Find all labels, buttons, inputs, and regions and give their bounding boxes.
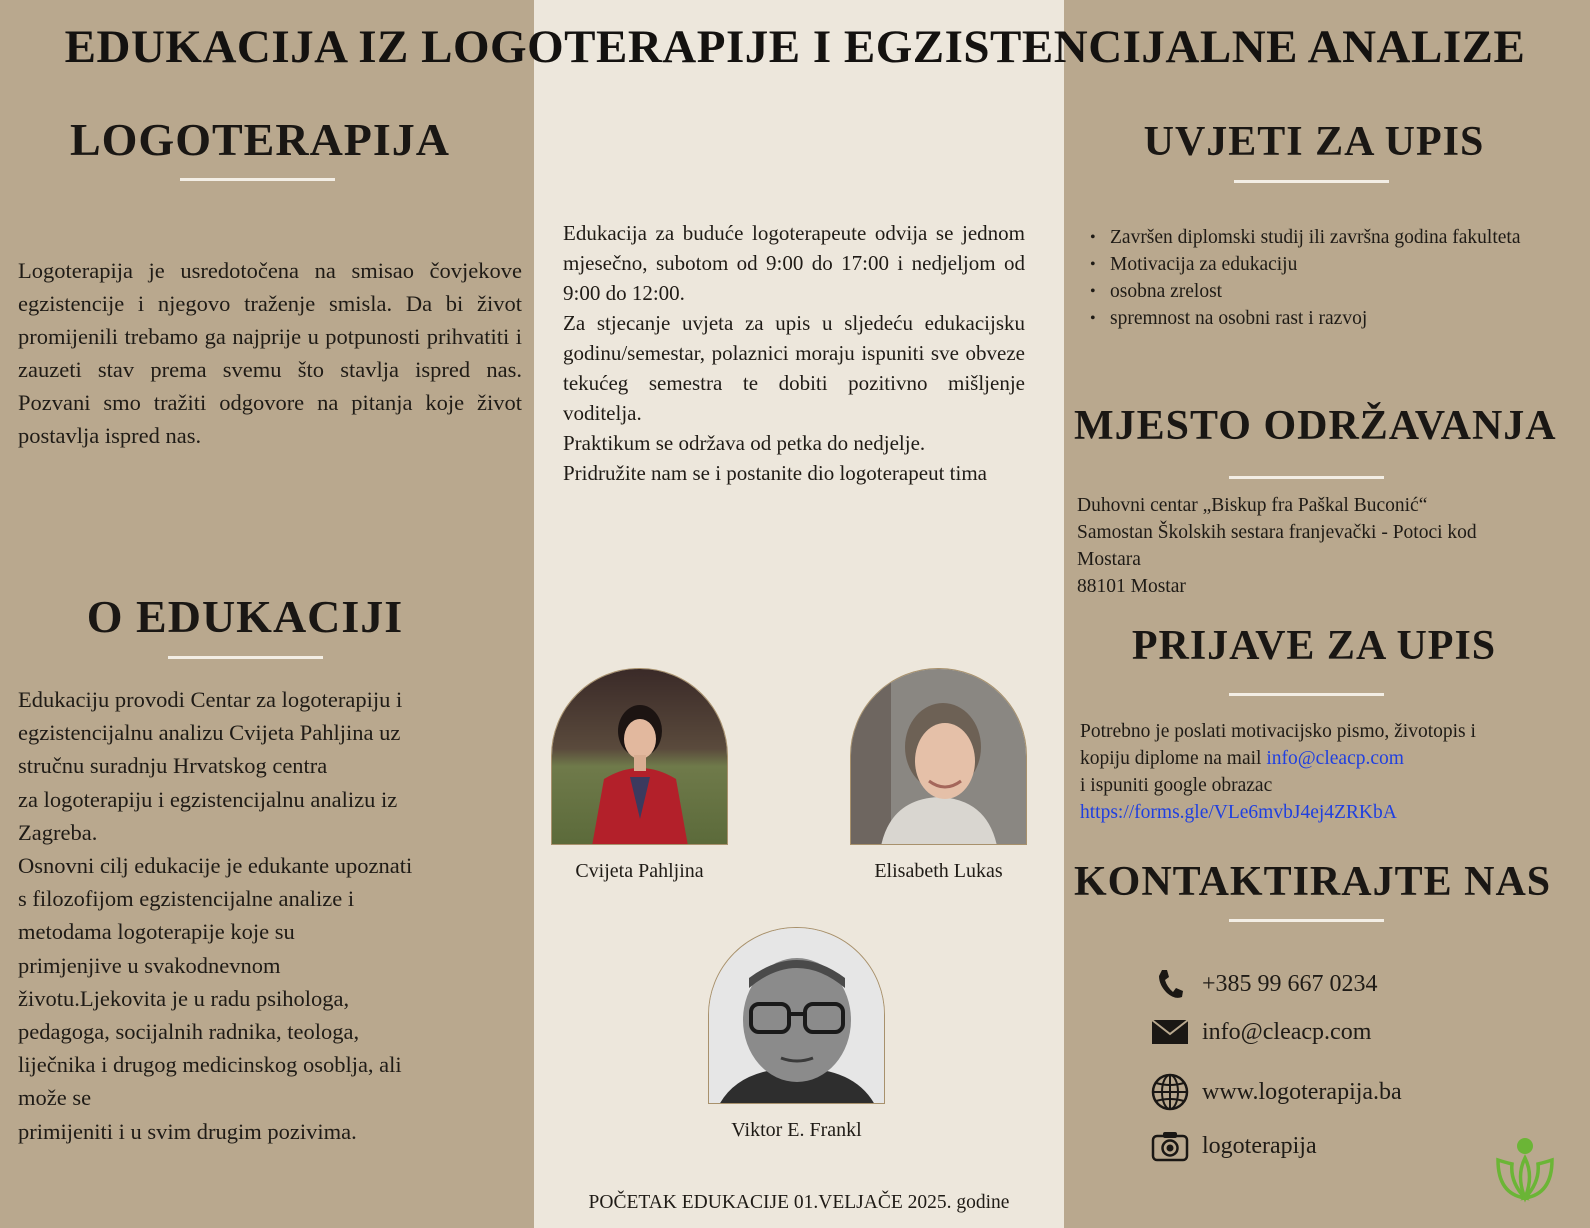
schedule-paragraph: Edukacija za buduće logoterapeute odvija se jednom mjesečno, subotom od 9:00 do 17:00 i nedjeljom od 9:00 do 12:00. <box>563 221 1025 305</box>
requirement-item: • Završen diplomski studij ili završna godina fakulteta <box>1090 224 1570 251</box>
photo-elisabeth-lukas <box>850 668 1027 845</box>
apply-line: i ispuniti google obrazac <box>1080 775 1273 796</box>
apply-email-link[interactable]: info@cleacp.com <box>1266 748 1404 769</box>
edu-line: Edukaciju provodi Centar za logoterapiju i <box>18 687 403 712</box>
contact-web[interactable] <box>1150 1072 1402 1112</box>
o-edukaciji-divider <box>168 656 323 659</box>
edu-line: Osnovni cilj edukacije je edukante upoznati <box>18 853 413 879</box>
edu-line: može se <box>18 1085 92 1111</box>
website: www.logoterapija.ba <box>1202 1078 1402 1105</box>
o-edukaciji-title: O EDUKACIJI <box>86 591 404 642</box>
requirement-item: • osobna zrelost <box>1090 278 1570 305</box>
contact-phone[interactable] <box>1150 964 1378 1004</box>
location-line: Mostara <box>1077 549 1141 570</box>
camera-icon <box>1150 1126 1190 1166</box>
logo-icon <box>1490 1136 1560 1204</box>
edu-line: za logoterapiju i egzistencijalnu analizu iz <box>18 786 398 812</box>
mjesto-divider <box>1229 476 1384 479</box>
edu-line: egzistencijalnu analizu Cvijeta Pahljina uz <box>18 720 401 746</box>
edu-line: Zagreba. <box>18 819 98 845</box>
edu-line: primijeniti i u svim drugim pozivima. <box>18 1118 357 1144</box>
globe-icon <box>1150 1072 1190 1112</box>
kontakt-title: KONTAKTIRAJTE NAS <box>1074 859 1552 905</box>
caption-viktor-frankl: Viktor E. Frankl <box>731 1119 862 1141</box>
requirements-list <box>1090 224 1570 332</box>
location-line: Duhovni centar „Biskup fra Paškal Buconić“ <box>1077 495 1428 516</box>
caption-cvijeta-pahljina: Cvijeta Pahljina <box>575 860 704 882</box>
conditions-paragraph: Za stjecanje uvjeta za upis u sljedeću edukacijsku godinu/semestar, polaznici moraju ispuniti sve obveze tekućeg semestra te dobiti pozitivno mišljenje voditelja. <box>563 311 1025 425</box>
o-edukaciji-text <box>18 683 528 1148</box>
logoterapija-divider <box>180 178 335 181</box>
location-line: Samostan Školskih sestara franjevački - Potoci kod <box>1077 522 1477 543</box>
email-address: info@cleacp.com <box>1202 1018 1372 1045</box>
envelope-icon <box>1150 1012 1190 1052</box>
contact-instagram[interactable] <box>1150 1126 1317 1166</box>
uvjeti-title: UVJETI ZA UPIS <box>1143 119 1485 165</box>
instagram-handle: logoterapija <box>1202 1132 1317 1159</box>
mjesto-title: MJESTO ODRŽAVANJA <box>1074 403 1557 449</box>
location-line: 88101 Mostar <box>1077 576 1186 597</box>
apply-line-prefix: kopiju diplome na mail <box>1080 748 1267 769</box>
middle-text <box>563 218 1025 488</box>
start-date-footer: POČETAK EDUKACIJE 01.VELJAČE 2025. godine <box>588 1192 1010 1213</box>
requirement-item: • Motivacija za edukaciju <box>1090 251 1570 278</box>
edu-line: primjenjive u svakodnevnom <box>18 952 281 978</box>
edu-line: pedagoga, socijalnih radnika, teologa, <box>18 1019 360 1045</box>
edu-line: s filozofijom egzistencijalne analize i <box>18 886 355 912</box>
apply-line-with-email <box>1080 745 1580 772</box>
join-paragraph: Pridružite nam se i postanite dio logoterapeut tima <box>563 461 987 485</box>
logoterapija-title: LOGOTERAPIJA <box>69 114 451 165</box>
logoterapija-text <box>18 254 522 452</box>
phone-icon <box>1150 964 1190 1004</box>
caption-elisabeth-lukas: Elisabeth Lukas <box>874 860 1003 882</box>
application-info <box>1080 718 1580 826</box>
requirement-item: • spremnost na osobni rast i razvoj <box>1090 305 1570 332</box>
kontakt-divider <box>1229 919 1384 922</box>
phone-number: +385 99 667 0234 <box>1202 970 1378 997</box>
edu-line: liječnika i drugog medicinskog osoblja, ali <box>18 1052 402 1078</box>
edu-line: metodama logoterapije koje su <box>18 919 295 945</box>
apply-line: Potrebno je poslati motivacijsko pismo, životopis i <box>1080 721 1476 742</box>
edu-line: stručnu suradnju Hrvatskog centra <box>18 753 328 779</box>
logoterapija-paragraph: Logoterapija je usredotočena na smisao čovjekove egzistencije i njegovo traženje smisla. Da bi život promijenili trebamo ga najprije u potpunosti prihvatiti i zauzeti stav prema svemu što stavlja ispred nas. Pozvani smo tražiti odgovore na pitanja koje život postavlja ispred nas. <box>18 258 522 448</box>
contact-email[interactable] <box>1150 1012 1371 1052</box>
prijave-divider <box>1229 693 1384 696</box>
edu-line: životu.Ljekovita je u radu psihologa, <box>18 985 350 1011</box>
praktikum-paragraph: Praktikum se održava od petka do nedjelje. <box>563 431 926 455</box>
google-form-link[interactable]: https://forms.gle/VLe6mvbJ4ej4ZRKbA <box>1080 802 1397 823</box>
photo-viktor-frankl <box>708 927 885 1104</box>
main-title: EDUKACIJA IZ LOGOTERAPIJE I EGZISTENCIJALNE ANALIZE <box>64 21 1526 73</box>
prijave-title: PRIJAVE ZA UPIS <box>1131 623 1497 669</box>
photo-cvijeta-pahljina <box>551 668 728 845</box>
location-address <box>1077 492 1582 600</box>
uvjeti-divider <box>1234 180 1389 183</box>
